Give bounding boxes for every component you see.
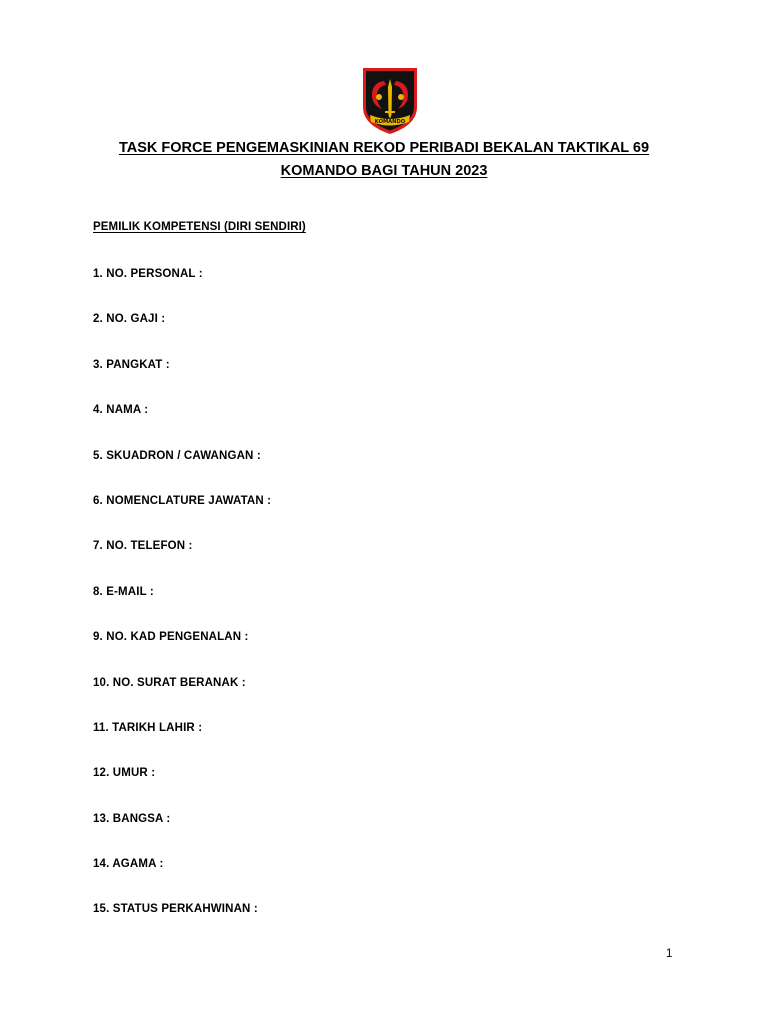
section-heading: PEMILIK KOMPETENSI (DIRI SENDIRI)	[93, 221, 306, 233]
field-no-telefon: 7. NO. TELEFON :	[93, 540, 193, 553]
field-umur: 12. UMUR :	[93, 767, 156, 780]
komando-crest-logo	[362, 67, 418, 135]
field-agama: 14. AGAMA :	[93, 858, 164, 871]
field-no-surat-beranak: 10. NO. SURAT BERANAK :	[93, 676, 246, 689]
page-number: 1	[666, 948, 673, 960]
title-line-1: TASK FORCE PENGEMASKINIAN REKOD PERIBADI BEKALAN TAKTIKAL 69	[118, 140, 650, 156]
field-tarikh-lahir: 11. TARIKH LAHIR :	[93, 721, 203, 734]
crest-banner-text: KOMANDO	[374, 119, 406, 125]
document-title	[0, 137, 768, 183]
field-pangkat: 3. PANGKAT :	[93, 358, 170, 371]
field-no-kad-pengenalan: 9. NO. KAD PENGENALAN :	[93, 631, 249, 644]
field-nomenclature-jawatan: 6. NOMENCLATURE JAWATAN :	[93, 494, 272, 507]
field-nama: 4. NAMA :	[93, 404, 149, 417]
field-no-gaji: 2. NO. GAJI :	[93, 313, 166, 326]
field-bangsa: 13. BANGSA :	[93, 812, 171, 825]
title-line-2: KOMANDO BAGI TAHUN 2023	[280, 163, 488, 179]
field-list	[93, 266, 271, 947]
field-no-personal: 1. NO. PERSONAL :	[93, 268, 203, 280]
field-email: 8. E-MAIL :	[93, 585, 154, 598]
field-skuadron-cawangan: 5. SKUADRON / CAWANGAN :	[93, 449, 261, 462]
field-status-perkahwinan: 15. STATUS PERKAHWINAN :	[93, 903, 258, 916]
